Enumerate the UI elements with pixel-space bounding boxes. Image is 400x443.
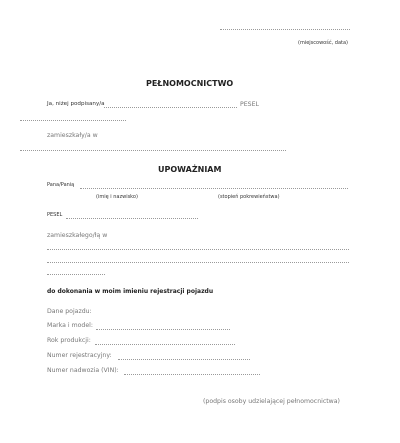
vehicle-registration-label: Numer rejestracyjny: [47, 352, 112, 359]
attorney-name-label: Pana/Panią [47, 182, 75, 188]
purpose-statement: do dokonania w moim imieniu rejestracji pojazdu [47, 288, 214, 295]
principal-resident-label: zamieszkały/a w [47, 132, 98, 139]
vehicle-make-model-line [96, 329, 230, 330]
vehicle-vin-line [124, 374, 260, 375]
principal-name-line [104, 107, 237, 108]
vehicle-year-label: Rok produkcji: [47, 337, 91, 344]
principal-address-line [20, 150, 286, 151]
attorney-address-line-2 [47, 262, 349, 263]
place-date-line [220, 29, 350, 30]
vehicle-year-line [95, 344, 235, 345]
signature-caption: (podpis osoby udzielającej pełnomocnictwa) [203, 398, 340, 405]
document-title: PEŁNOMOCNICTWO [146, 79, 234, 88]
attorney-address-line-1 [47, 249, 349, 250]
attorney-name-caption: (imię i nazwisko) [96, 194, 138, 200]
place-date-caption: (miejscowość, data) [298, 40, 348, 46]
principal-pesel-label: PESEL [240, 101, 259, 108]
attorney-resident-label: zamieszkałego/łą w [47, 232, 108, 239]
vehicle-heading: Dane pojazdu: [47, 308, 92, 315]
vehicle-make-model-label: Marka i model: [47, 322, 93, 329]
principal-pesel-line [20, 120, 126, 121]
vehicle-vin-label: Numer nadwozia (VIN): [47, 367, 119, 374]
principal-signed-label: Ja, niżej podpisany/a [47, 101, 105, 107]
attorney-relation-caption: (stopień pokrewieństwa) [218, 194, 280, 200]
attorney-name-line [80, 188, 348, 189]
attorney-pesel-label: PESEL [47, 212, 63, 218]
attorney-address-line-3 [47, 274, 105, 275]
vehicle-registration-line [118, 359, 250, 360]
authorize-heading: UPOWAŻNIAM [158, 165, 222, 174]
attorney-pesel-line [66, 218, 198, 219]
